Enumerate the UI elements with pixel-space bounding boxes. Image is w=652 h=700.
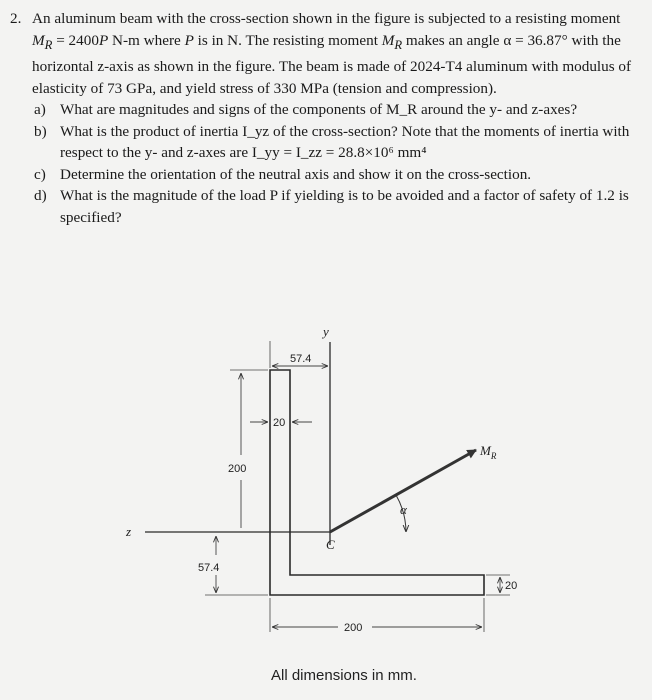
part-d (34, 185, 644, 228)
part-c (34, 164, 644, 186)
moment-label (479, 443, 497, 461)
part-b (34, 121, 644, 164)
dim-height-label: 200 (228, 463, 247, 475)
part-a-label: a) (34, 101, 46, 119)
statement-part-3: N-m where (108, 31, 181, 49)
cross-section-figure (0, 300, 652, 700)
dim-top-label: 57.4 (290, 353, 312, 365)
part-b-label: b) (34, 122, 47, 140)
angle-label: α (400, 502, 407, 517)
statement-part-4: is in N. The resisting moment (193, 31, 378, 49)
mr-subscript: R (44, 37, 53, 52)
p-symbol: P (98, 31, 109, 49)
p-symbol-2: P (184, 31, 194, 49)
mr-subscript-2: R (394, 37, 403, 52)
statement-part-5: makes an angle (402, 31, 500, 49)
moment-subscript: R (490, 451, 497, 461)
dim-bottom-thick-label: 20 (505, 580, 518, 592)
z-axis-label: z (126, 524, 132, 539)
statement-part-6: with the horizontal z-axis as shown in the figure. The beam is made of 2024-T4 aluminum with modulus of elasticity of 73 GPa, and yield stress of 330 MPa (tension and compression). (32, 31, 632, 97)
statement-part-1: An aluminum beam with the cross-section shown in the figure is subjected to a resisting moment (32, 10, 621, 27)
y-axis-label: y (323, 324, 329, 339)
problem-text (10, 8, 644, 228)
problem-parts (34, 99, 644, 228)
dim-left-lower-label: 57.4 (198, 562, 220, 574)
angle-section-outline (270, 370, 484, 595)
problem-statement (32, 8, 644, 99)
part-c-text: Determine the orientation of the neutral axis and show it on the cross-section. (60, 165, 532, 183)
mr-symbol: M (32, 31, 45, 49)
part-d-label: d) (34, 187, 47, 205)
mr-symbol-2: M (381, 31, 395, 49)
part-c-label: c) (34, 165, 46, 183)
part-b-text: What is the product of inertia I_yz of the cross-section? Note that the moments of inertia with respect to the y- and z-axes are I_yy = I_zz = 28.8×10⁶ mm⁴ (60, 122, 630, 162)
problem-number: 2. (10, 10, 22, 27)
part-d-text: What is the magnitude of the load P if yielding is to be avoided and a factor of safety of 1.2 is specified? (60, 187, 629, 226)
statement-part-2: = 2400 (52, 31, 99, 49)
dim-width-label: 200 (344, 622, 363, 634)
part-a (34, 99, 644, 121)
centroid-label: C (326, 537, 335, 552)
part-a-text: What are magnitudes and signs of the components of M_R around the y- and z-axes? (60, 101, 578, 119)
moment-symbol: M (480, 443, 491, 458)
dim-thick-label: 20 (273, 417, 286, 429)
alpha-equation: α = 36.87° (503, 31, 568, 49)
figure-caption: All dimensions in mm. (271, 667, 417, 684)
moment-vector (330, 450, 476, 532)
